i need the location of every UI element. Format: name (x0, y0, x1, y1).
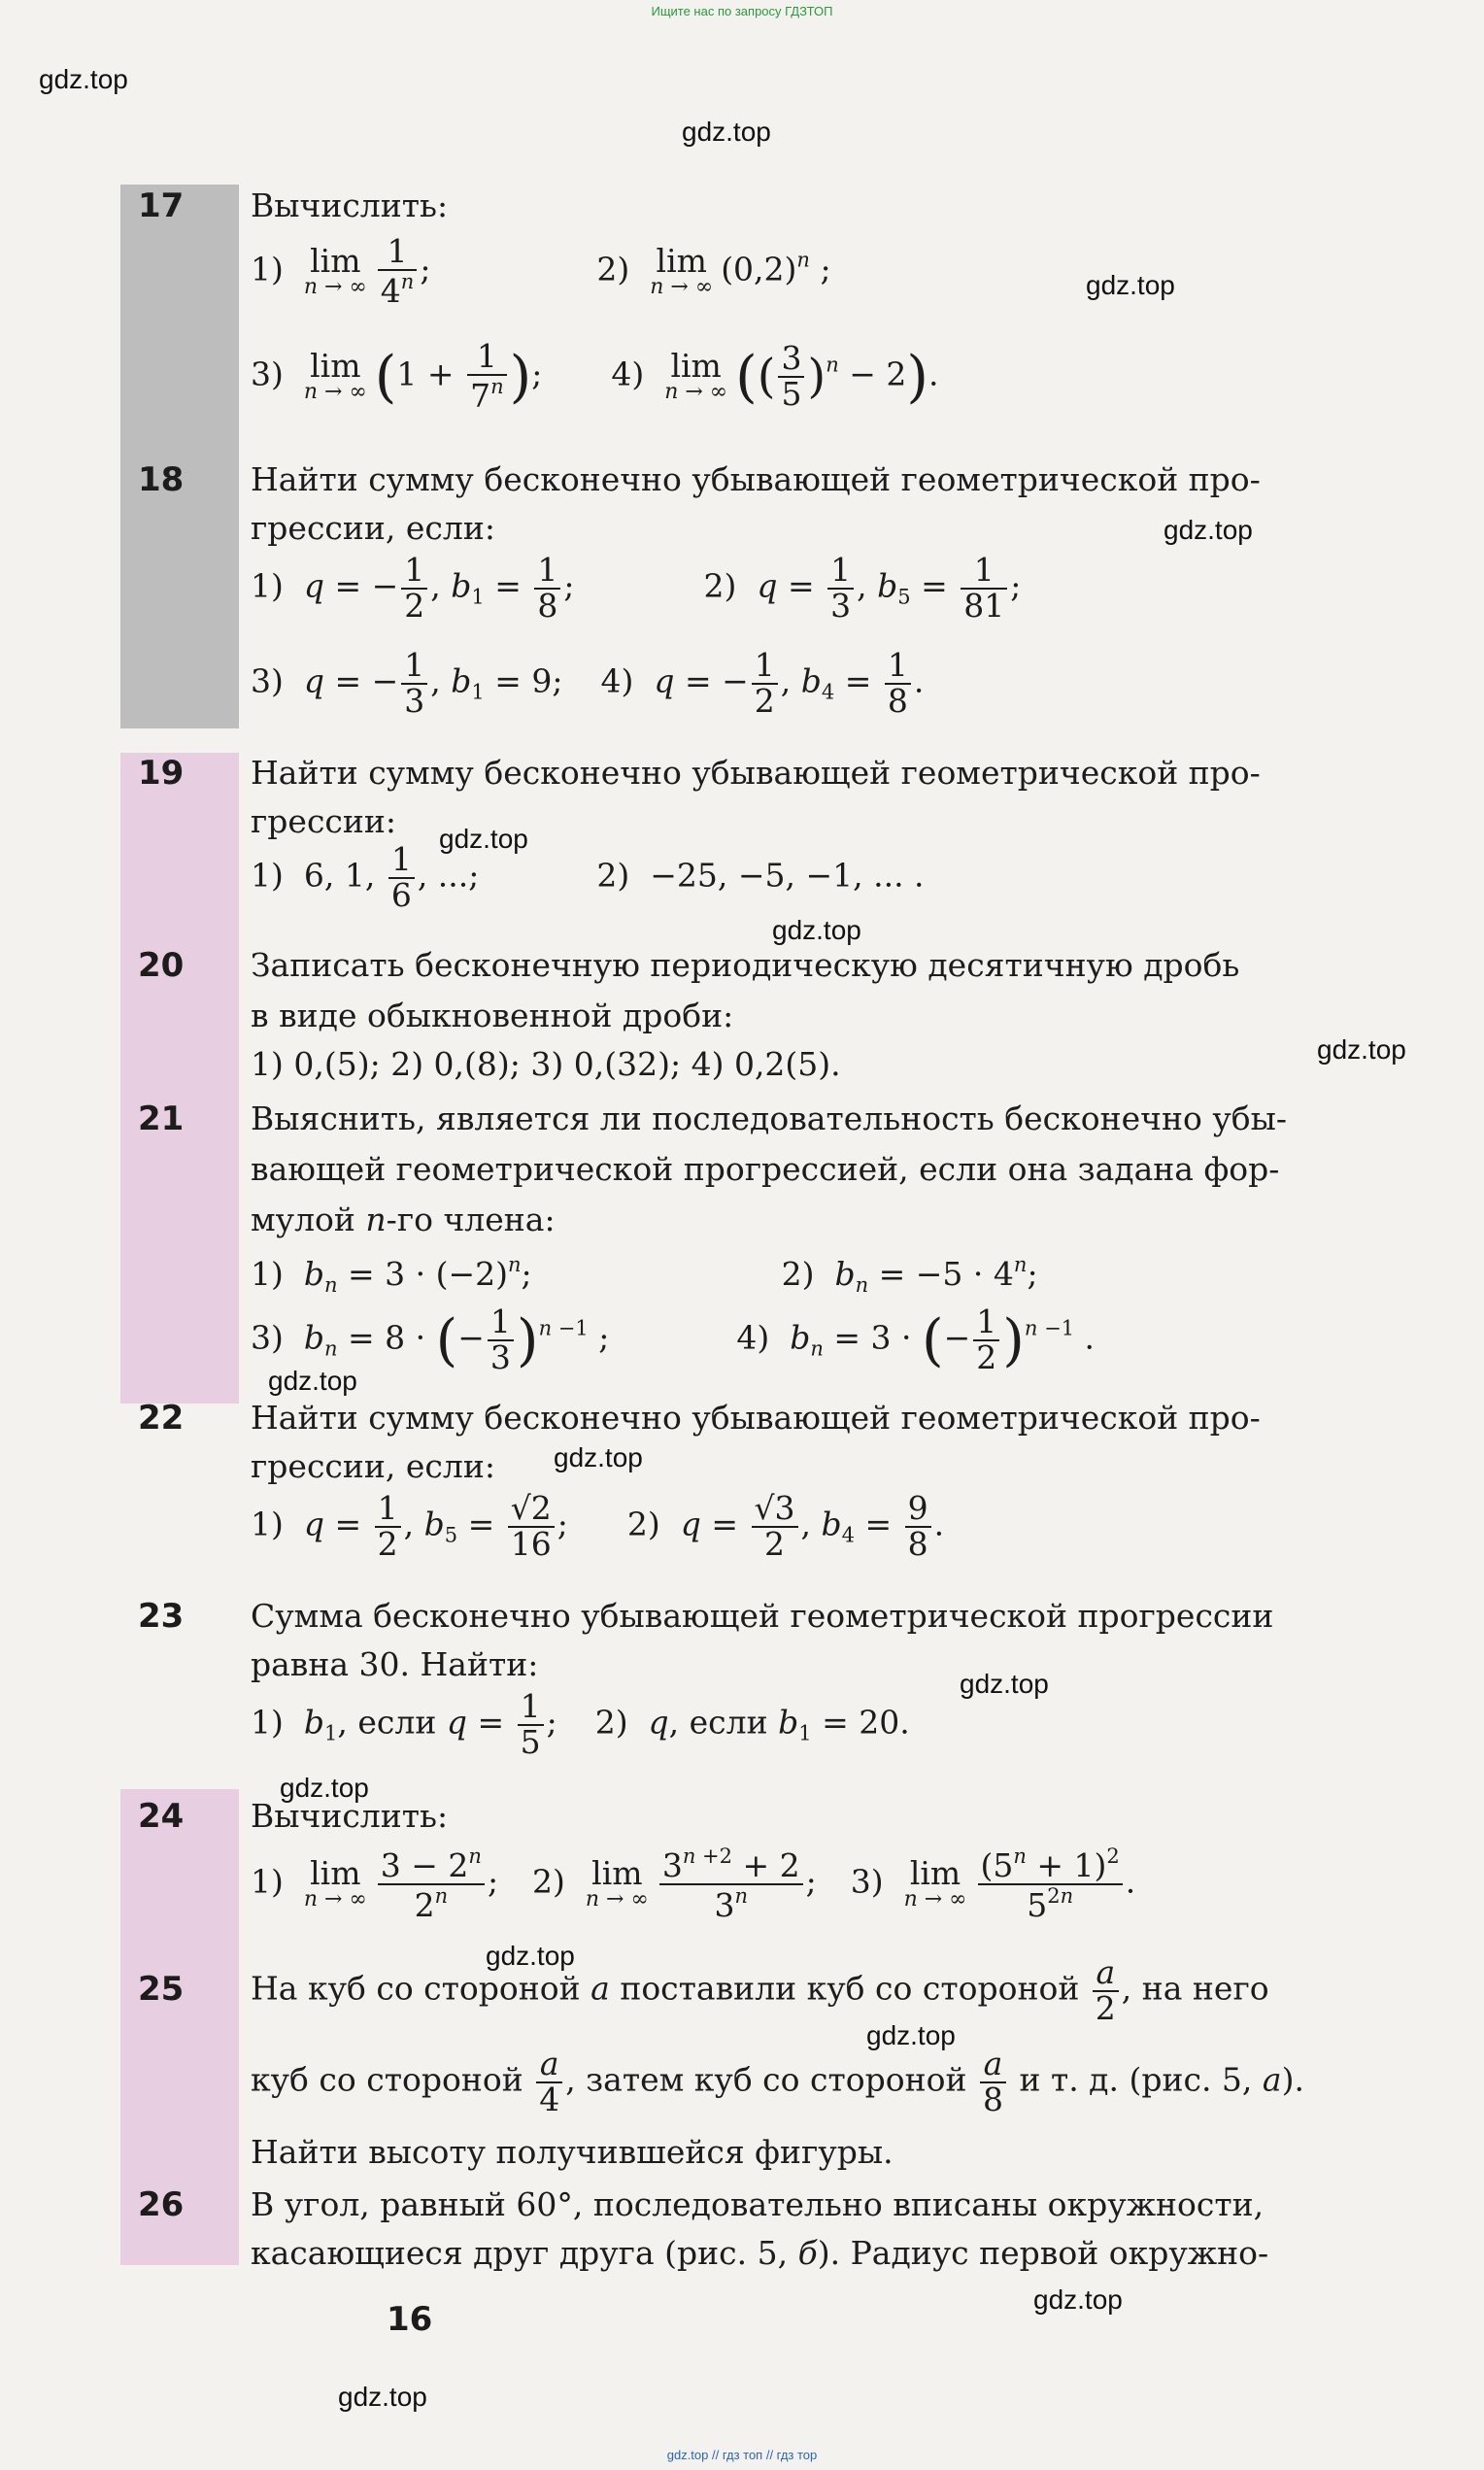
problem-text: Найти высоту получившейся фигуры. (251, 2133, 894, 2171)
problem-number: 22 (138, 1399, 185, 1438)
text-part: , на него (1121, 1969, 1269, 2008)
problem-22-row-1: 1) q = $\frac{1}{2}$ , $b_5$ = $\frac{√2}{16}$ ; 2) q = $\frac{√3}{2}$ , $b_4$ = $\frac{9}{8}$ . (251, 1489, 945, 1563)
variable: n (365, 1201, 387, 1238)
problem-18-row-1: 1) q = − $\frac{1}{2}$ , $b_1$ = $\frac{1}{8}$ ; 2) q = $\frac{1}{3}$ , $b_5$ = $\frac{1}{81}$ ; (251, 551, 1022, 625)
problem-number: 20 (138, 946, 185, 985)
problem-text: в виде обыкновенной дроби: (251, 997, 734, 1034)
problem-26-line-2: касающиеся друг друга (рис. 5, б). Радиус первой окружно- (251, 2234, 1269, 2272)
watermark: gdz.top (39, 64, 128, 94)
problem-text: грессии, если: (251, 509, 495, 547)
problem-text: Записать бесконечную периодическую десятичную дробь (251, 946, 1240, 984)
problem-number: 21 (138, 1100, 185, 1138)
watermark: gdz.top (486, 1941, 575, 1971)
problem-25-line-1: На куб со стороной a поставили куб со стороной $\frac{a}{2}$ , на него (251, 1953, 1269, 2027)
text-part: и т. д. (рис. 5, (1008, 2060, 1263, 2099)
watermark: gdz.top (554, 1442, 643, 1472)
problem-18-row-2: 3) q = − $\frac{1}{3}$ , $b_1 = 9$; 4) q = − $\frac{1}{2}$ , $b_4$ = $\frac{1}{8}$ . (251, 646, 925, 720)
problem-25-line-2: куб со стороной $\frac{a}{4}$ , затем куб со стороной $\frac{a}{8}$ и т. д. (рис. 5, а). (251, 2045, 1304, 2118)
watermark: gdz.top (338, 2382, 427, 2412)
problem-number: 23 (138, 1597, 185, 1636)
problem-title: Вычислить: (251, 1797, 449, 1835)
watermark: gdz.top (1164, 515, 1253, 545)
watermark: gdz.top (439, 824, 528, 854)
section-band-gray (120, 185, 239, 728)
text-part: поставили куб со стороной (609, 1969, 1090, 2008)
text-part: , затем куб со стороной (565, 2060, 977, 2099)
problem-number: 25 (138, 1970, 185, 2009)
problem-24-row-1: 1) lim n → ∞ $\frac{3 - 2^n}{2^n}$ ; 2) lim n → ∞ $\frac{3^{n +2} + 2}{3^n}$ ; 3) lim n → ∞ $\frac{(5^n + 1)^2}{5^{2n}}$ . (251, 1844, 1136, 1924)
problem-text: Найти сумму бесконечно убывающей геометрической про- (251, 460, 1261, 498)
problem-text: грессии: (251, 802, 397, 840)
watermark: gdz.top (772, 915, 861, 945)
watermark: gdz.top (268, 1366, 357, 1396)
problem-text: Найти сумму бесконечно убывающей геометрической про- (251, 754, 1261, 792)
watermark: gdz.top (280, 1773, 369, 1803)
problem-number: 24 (138, 1797, 185, 1836)
problem-text: Выяснить, является ли последовательность бесконечно убы- (251, 1100, 1288, 1137)
problem-21-row-2: 3) $b_n = 8$ · (− $\frac{1}{3}$ )$^{n -1}$ ; 4) $b_n = 3$ · (− $\frac{1}{2}$ )$^{n -1}$ . (251, 1303, 1096, 1376)
watermark: gdz.top (1317, 1034, 1406, 1065)
problem-23-row-1: 1) $b_1$, если q = $\frac{1}{5}$ ; 2) q, если $b_1 = 20$. (251, 1687, 910, 1761)
text-part: ). Радиус первой окружно- (817, 2234, 1269, 2272)
problem-number: 26 (138, 2185, 185, 2224)
text-part: касающиеся друг друга (рис. 5, (251, 2234, 798, 2272)
problem-21-row-1: 1) $b_n = 3 \cdot (-2)^n$; 2) $b_n = -5 \cdot 4^n$; (251, 1253, 1038, 1297)
problem-text-line (251, 1201, 556, 1238)
watermark: gdz.top (866, 2020, 956, 2050)
watermark: gdz.top (682, 117, 771, 147)
problem-text: 1) 0,(5); 2) 0,(8); 3) 0,(32); 4) 0,2(5). (251, 1045, 841, 1083)
problem-number: 17 (138, 186, 185, 225)
problem-text: Сумма бесконечно убывающей геометрической прогрессии (251, 1597, 1274, 1635)
section-band-pink (120, 753, 239, 1404)
footer-text: gdz.top // гдз топ // гдз тор (666, 2448, 818, 2462)
page-number: 16 (387, 2300, 433, 2339)
problem-17-row-1: 1) lim n → ∞ $\frac{1}{4^n}$ ; 2) lim n → ∞ $(0,2)^n$ ; (251, 232, 831, 310)
if-word: если (357, 1703, 437, 1742)
problem-text: вающей геометрической прогрессией, если она задана фор- (251, 1150, 1280, 1188)
problem-text: равна 30. Найти: (251, 1645, 539, 1683)
problem-number: 18 (138, 460, 185, 499)
text-part: На куб со стороной (251, 1969, 591, 2008)
watermark: gdz.top (1033, 2284, 1123, 2315)
problem-19-row-1: 1) 6, 1, $\frac{1}{6}$ , ...; 2) −25, −5, −1, ... . (251, 840, 925, 914)
problem-text: грессии, если: (251, 1447, 495, 1485)
watermark: gdz.top (1086, 270, 1175, 300)
text-part: мулой (251, 1201, 366, 1238)
problem-17-row-2: 3) lim n → ∞ (1 + $\frac{1}{7^n}$ ); 4) lim n → ∞ (( $\frac{3}{5}$ )$^n$ − 2). (251, 337, 939, 415)
problem-text: В угол, равный 60°, последовательно вписаны окружности, (251, 2185, 1265, 2223)
text-part: куб со стороной (251, 2060, 534, 2099)
problem-text: Найти сумму бесконечно убывающей геометрической про- (251, 1399, 1261, 1437)
if-word: если (689, 1703, 768, 1742)
problem-title: Вычислить: (251, 186, 449, 224)
watermark: gdz.top (960, 1669, 1049, 1699)
text-part: -го члена: (386, 1201, 556, 1238)
header-promo-text: Ищите нас по запросу ГДЗТОП (651, 4, 833, 18)
text-part: ). (1281, 2060, 1304, 2099)
problem-number: 19 (138, 754, 185, 793)
